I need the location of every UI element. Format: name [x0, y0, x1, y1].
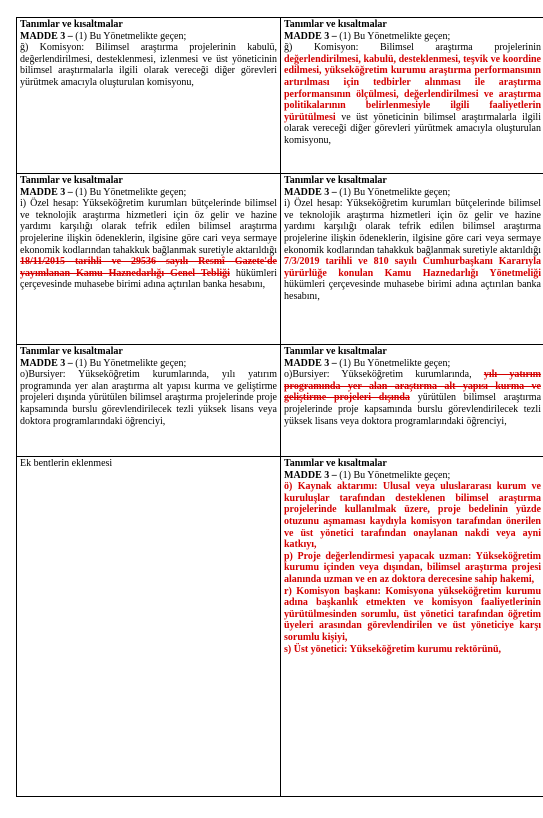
change-note: Ek bentlerin eklenmesi [20, 458, 113, 469]
current-text-cell [17, 174, 281, 345]
proposed-text-cell [281, 174, 543, 345]
text-unchanged: ğ) Komisyon: Bilimsel araştırma projelerinin [284, 42, 541, 54]
section-heading: Tanımlar ve kısaltmalar [284, 346, 387, 357]
article-intro: (1) Bu Yönetmelikte geçen; [336, 469, 451, 481]
text-unchanged: yürütülen bilimsel araştırma projelerinde proje kapsamında burslu görevlendirilecek tezli yüksek lisans veya doktora programlarındaki öğrenciyi, [284, 392, 542, 427]
text-removed: yılı yatırım programında yer alan araştırma alt yapısı kurma ve geliştirme projeleri dışında [284, 369, 542, 404]
article-intro: (1) Bu Yönetmelikte geçen; [72, 186, 187, 198]
section-heading: Tanımlar ve kısaltmalar [20, 19, 123, 30]
article-intro: (1) Bu Yönetmelikte geçen; [72, 30, 187, 42]
article-number: MADDE 3 – [284, 30, 337, 42]
text-unchanged: o)Bursiyer: Yükseköğretim kurumlarında, [284, 369, 484, 381]
article-number: MADDE 3 – [284, 186, 337, 198]
new-definition-r: r) Komisyon başkanı: Komisyona yükseköğretim kurumu adına başkanlık etmekten ve komisyon faaliyetlerinin yürütülmesinden sorumlu, üst yönetici tarafından öğretim üyeleri arasından görevlendirilen ve üst yöneticiye karşı sorumlu kişiyi, [284, 585, 541, 643]
section-heading: Tanımlar ve kısaltmalar [20, 346, 123, 357]
article-line [20, 358, 277, 370]
definition-text [284, 369, 541, 427]
article-intro: (1) Bu Yönetmelikte geçen; [336, 357, 451, 369]
article-line [20, 187, 277, 199]
change-note-cell [17, 457, 281, 797]
current-text-cell [17, 345, 281, 457]
article-number: MADDE 3 – [20, 186, 73, 198]
article-number: MADDE 3 – [284, 357, 337, 369]
new-definition-s: s) Üst yönetici: Yükseköğretim kurumu rektörünü, [284, 643, 502, 655]
text-removed: 18/11/2015 tarihli ve 29536 sayılı Resmî Gazete'de yayımlanan Kamu Haznedarlığı Genel Tebliği [20, 256, 277, 279]
proposed-text-cell [281, 18, 543, 174]
text-unchanged: ve üst yöneticinin bilimsel araştırmalarla ilgili olarak vereceği diğer görevleri yürütmek amacıyla oluşturulan komisyonu, [284, 111, 541, 146]
article-intro: (1) Bu Yönetmelikte geçen; [336, 30, 451, 42]
table-row [17, 457, 543, 797]
definition-text: ğ) Komisyon: Bilimsel araştırma projelerinin kabulü, değerlendirilmesi, desteklenmesi, izlenmesi ve üst yöneticinin bilimsel araştırmalarla ilgili olarak vereceği diğer görevleri yürütmek amacıyla oluşturulan komisyonu, [20, 42, 277, 88]
definition-text [284, 198, 541, 302]
new-definition-o: ö) Kaynak aktarımı: Ulusal veya uluslararası kurum ve kuruluşlar tarafından desteklenen bilimsel araştırma projelerinde kullanılmak üzere, proje bedelinin yüzde otuzunu aşmaması kaydıyla komisyon tarafından önerilen ve üst yönetici tarafından onaylanan nakdi veya ayni katkıyı, [284, 481, 541, 551]
section-heading: Tanımlar ve kısaltmalar [284, 175, 387, 186]
article-number: MADDE 3 – [20, 357, 73, 369]
text-added: değerlendirilmesi, kabulü, desteklenmesi, teşvik ve koordine edilmesi, yükseköğretim kurumu araştırma performansının artırılması için tedbirler alınması ile araştırma performansının ölçülmesi, değerlendirilmesi ve araştırma politikalarının belirlenmesiyle ilgili faaliyetlerin yürütülmesi [284, 53, 541, 123]
article-line [284, 470, 541, 482]
section-heading: Tanımlar ve kısaltmalar [284, 458, 387, 469]
article-number: MADDE 3 – [284, 469, 337, 481]
text-added: 7/3/2019 tarihli ve 810 sayılı Cumhurbaşkanı Kararıyla yürürlüğe konulan Kamu Haznedarlığı Yönetmeliği [284, 256, 541, 279]
text-unchanged: hükümleri çerçevesinde muhasebe birimi adına açtırılan banka hesabını, [284, 279, 541, 302]
article-line [20, 31, 277, 43]
proposed-text-cell [281, 345, 543, 457]
proposed-text-cell [281, 457, 543, 797]
section-heading: Tanımlar ve kısaltmalar [20, 175, 123, 186]
article-number: MADDE 3 – [20, 30, 73, 42]
article-intro: (1) Bu Yönetmelikte geçen; [72, 357, 187, 369]
article-line [284, 358, 541, 370]
table-row [17, 345, 543, 457]
text-unchanged: i) Özel hesap: Yükseköğretim kurumları bütçelerinde bilimsel ve teknolojik araştırma hizmetleri için öz gelir ve hazine yardımı karşılığı olarak tefrik edilen bilimsel araştırma projelerine ilişkin ödeneklerin, ilgisine göre cari veya sermaye ekonomik kodlarından tahakkuk bağlanmak suretiyle aktarıldığı [20, 198, 277, 256]
definition-text [284, 42, 541, 146]
section-heading: Tanımlar ve kısaltmalar [284, 19, 387, 30]
article-line [284, 31, 541, 43]
text-unchanged: i) Özel hesap: Yükseköğretim kurumları bütçelerinde bilimsel ve teknolojik araştırma hizmetleri için öz gelir ve hazine yardımı karşılığı olarak tefrik edilen bilimsel araştırma projelerine ilişkin ödeneklerin, ilgisine göre cari veya sermaye ekonomik kodlarından tahakkuk bağlanmak suretiyle aktarıldığı [284, 198, 541, 256]
definition-text [20, 198, 277, 291]
new-definition-p: p) Proje değerlendirmesi yapacak uzman: Yükseköğretim kurumu içinden veya dışından, bilimsel araştırma projesi alanında uzman ve en az doktora derecesine sahip hakemi, [284, 550, 541, 585]
article-intro: (1) Bu Yönetmelikte geçen; [336, 186, 451, 198]
table-row [17, 174, 543, 345]
comparison-table [16, 17, 543, 797]
definition-text: o)Bursiyer: Yükseköğretim kurumlarında, yılı yatırım programında yer alan araştırma alt yapısı kurma ve geliştirme projeleri dışında yürütülen bilimsel araştırma projelerinde proje kapsamında burslu görevlendirilecek tezli yüksek lisans veya doktora programlarındaki öğrenciyi, [20, 369, 277, 427]
current-text-cell [17, 18, 281, 174]
article-line [284, 187, 541, 199]
table-row [17, 18, 543, 174]
text-unchanged: hükümleri çerçevesinde muhasebe birimi adına açtırılan banka hesabını, [20, 267, 277, 291]
